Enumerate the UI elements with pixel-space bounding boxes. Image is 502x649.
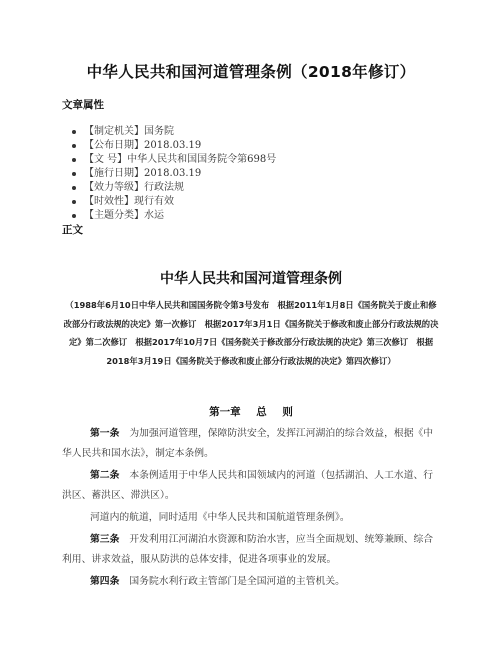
bullet-icon <box>72 172 76 176</box>
revision-history: （1988年6月10日中华人民共和国国务院令第3号发布 根据2011年1月8日《国务院关于废止和修改部分行政法规的决定》第一次修订 根据2017年3月1日《国务院关于修改和废止部分行政法规的决定》第二次修订 根据2017年10月7日《国务院关于修改部分行政法规的决定》第三次修订 根据2018年3月19日《国务院关于修改和废止部分行政法规的决定》第四次修订） <box>63 300 439 366</box>
bullet-icon <box>72 144 76 148</box>
attribute-text: 【时效性】现行有效 <box>84 196 174 207</box>
article-label: 第四条 <box>90 576 120 587</box>
article-text: 为加强河道管理，保障防洪安全，发挥江河湖泊的综合效益，根据《中华人民共和国水法》，制定本条例。 <box>62 428 434 459</box>
attribute-item-legal-level <box>84 181 276 195</box>
chapter-number: 第一章 <box>209 406 241 418</box>
article-text: 国务院水利行政主管部门是全国河道的主管机关。 <box>129 576 345 587</box>
attribute-item-validity <box>84 195 276 209</box>
attribute-item-publish-date <box>84 139 276 153</box>
attribute-text: 【制定机关】国务院 <box>84 126 174 137</box>
article-label: 第二条 <box>90 470 120 481</box>
attribute-text: 【施行日期】2018.03.19 <box>84 168 202 179</box>
attribute-text: 【公布日期】2018.03.19 <box>84 140 202 151</box>
article-1 <box>62 424 440 463</box>
attribute-text: 【效力等级】行政法规 <box>84 182 184 193</box>
attribute-item-effective-date <box>84 167 276 181</box>
chapter-heading <box>0 404 502 419</box>
article-text: 本条例适用于中华人民共和国领域内的河道（包括湖泊、人工水道、行洪区、蓄洪区、滞洪区）。 <box>62 470 434 501</box>
chapter-name-part: 则 <box>282 406 293 418</box>
article-text: 开发利用江河湖泊水资源和防治水害，应当全面规划、统筹兼顾、综合利用、讲求效益，服从防洪的总体安排，促进各项事业的发展。 <box>62 534 434 565</box>
document-title: 中华人民共和国河道管理条例（2018年修订） <box>86 63 416 81</box>
law-title: 中华人民共和国河道管理条例 <box>160 271 342 287</box>
attribute-text: 【主题分类】水运 <box>84 210 164 221</box>
chapter-name-part: 总 <box>256 406 267 418</box>
bullet-icon <box>72 158 76 162</box>
bullet-icon <box>72 186 76 190</box>
attribute-item-doc-number <box>84 153 276 167</box>
bullet-icon <box>72 130 76 134</box>
article-2 <box>62 466 440 505</box>
attribute-item-category <box>84 209 276 223</box>
article-label: 第三条 <box>90 534 120 545</box>
attributes-heading: 文章属性 <box>62 99 104 111</box>
attribute-item-issuer <box>84 125 276 139</box>
bullet-icon <box>72 214 76 218</box>
article-label: 第一条 <box>90 428 120 439</box>
bullet-icon <box>72 200 76 204</box>
body-heading: 正文 <box>62 224 83 236</box>
article-4 <box>62 572 440 592</box>
article-2-paragraph-2 <box>62 508 440 528</box>
attributes-list <box>84 125 276 223</box>
attribute-text: 【文 号】中华人民共和国国务院令第698号 <box>84 154 277 165</box>
article-3 <box>62 530 440 569</box>
article-text: 河道内的航道，同时适用《中华人民共和国航道管理条例》。 <box>90 512 350 523</box>
